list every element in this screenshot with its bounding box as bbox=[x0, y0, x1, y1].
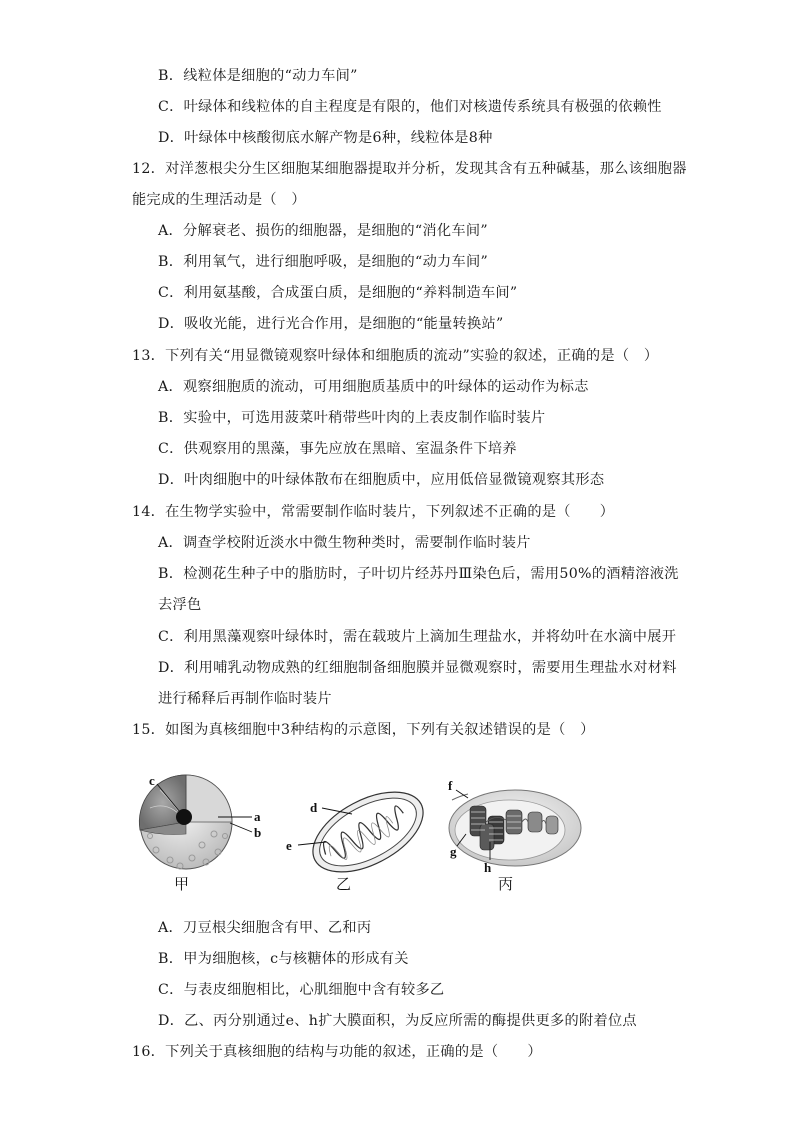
q14-option-b-line-1: B．检测花生种子中的脂肪时，子叶切片经苏丹Ⅲ染色后，需用50%的酒精溶液洗 bbox=[158, 566, 679, 582]
q13-option-c: C．供观察用的黑藻，事先应放在黑暗、室温条件下培养 bbox=[158, 441, 517, 457]
q14-option-d-line-2: 进行稀释后再制作临时装片 bbox=[158, 691, 332, 707]
cell-structures-diagram bbox=[130, 770, 600, 900]
label-f: f bbox=[448, 778, 453, 793]
caption-bing: 丙 bbox=[498, 875, 514, 893]
q15-option-d: D．乙、丙分别通过e、h扩大膜面积，为反应所需的酶提供更多的附着位点 bbox=[158, 1013, 637, 1029]
q15-option-b: B．甲为细胞核，c与核糖体的形成有关 bbox=[158, 951, 409, 967]
label-b: b bbox=[254, 825, 262, 840]
q13-option-a: A．观察细胞质的流动，可用细胞质基质中的叶绿体的运动作为标志 bbox=[158, 379, 589, 395]
q16-stem: 16．下列关于真核细胞的结构与功能的叙述，正确的是（ ） bbox=[132, 1044, 542, 1060]
label-h: h bbox=[484, 860, 492, 875]
q14-option-b-line-2: 去浮色 bbox=[158, 597, 202, 613]
q13-option-b: B．实验中，可选用菠菜叶稍带些叶肉的上表皮制作临时装片 bbox=[158, 410, 546, 426]
q12-stem-line-2: 能完成的生理活动是（ ） bbox=[132, 192, 306, 208]
q12-option-d: D．吸收光能，进行光合作用，是细胞的“能量转换站” bbox=[158, 316, 504, 332]
q11-option-b: B．线粒体是细胞的“动力车间” bbox=[158, 68, 358, 84]
q15-option-a: A．刀豆根尖细胞含有甲、乙和丙 bbox=[158, 920, 372, 936]
q12-option-b: B．利用氧气，进行细胞呼吸，是细胞的“动力车间” bbox=[158, 254, 489, 270]
q14-stem: 14．在生物学实验中，常需要制作临时装片，下列叙述不正确的是（ ） bbox=[132, 504, 615, 520]
q15-stem: 15．如图为真核细胞中3种结构的示意图，下列有关叙述错误的是（ ） bbox=[132, 722, 595, 738]
q14-option-a: A．调查学校附近淡水中微生物种类时，需要制作临时装片 bbox=[158, 535, 531, 551]
q12-option-a: A．分解衰老、损伤的细胞器，是细胞的“消化车间” bbox=[158, 223, 488, 239]
q13-option-d: D．叶肉细胞中的叶绿体散布在细胞质中，应用低倍显微镜观察其形态 bbox=[158, 472, 605, 488]
caption-yi: 乙 bbox=[336, 875, 352, 893]
nucleus-illustration bbox=[139, 773, 261, 893]
label-c: c bbox=[149, 773, 155, 788]
mitochondrion-illustration bbox=[286, 776, 436, 893]
q14-option-d-line-1: D．利用哺乳动物成熟的红细胞制备细胞膜并显微观察时，需要用生理盐水对材料 bbox=[158, 660, 677, 676]
q15-option-c: C．与表皮细胞相比，心肌细胞中含有较多乙 bbox=[158, 982, 445, 998]
chloroplast-illustration bbox=[448, 778, 581, 893]
label-e: e bbox=[286, 838, 292, 853]
label-d: d bbox=[310, 800, 318, 815]
q12-option-c: C．利用氨基酸，合成蛋白质，是细胞的“养料制造车间” bbox=[158, 285, 518, 301]
caption-jia: 甲 bbox=[174, 875, 190, 893]
q14-option-c: C．利用黑藻观察叶绿体时，需在载玻片上滴加生理盐水，并将幼叶在水滴中展开 bbox=[158, 629, 677, 645]
q11-option-c: C．叶绿体和线粒体的自主程度是有限的，他们对核遗传系统具有极强的依赖性 bbox=[158, 99, 662, 115]
cell-structures-figure bbox=[130, 770, 600, 900]
label-g: g bbox=[450, 844, 457, 859]
q12-stem-line-1: 12．对洋葱根尖分生区细胞某细胞器提取并分析，发现其含有五种碱基，那么该细胞器 bbox=[132, 161, 687, 177]
label-a: a bbox=[254, 809, 261, 824]
q11-option-d: D．叶绿体中核酸彻底水解产物是6种，线粒体是8种 bbox=[158, 130, 493, 146]
q13-stem: 13．下列有关“用显微镜观察叶绿体和细胞质的流动”实验的叙述，正确的是（ ） bbox=[132, 348, 659, 364]
